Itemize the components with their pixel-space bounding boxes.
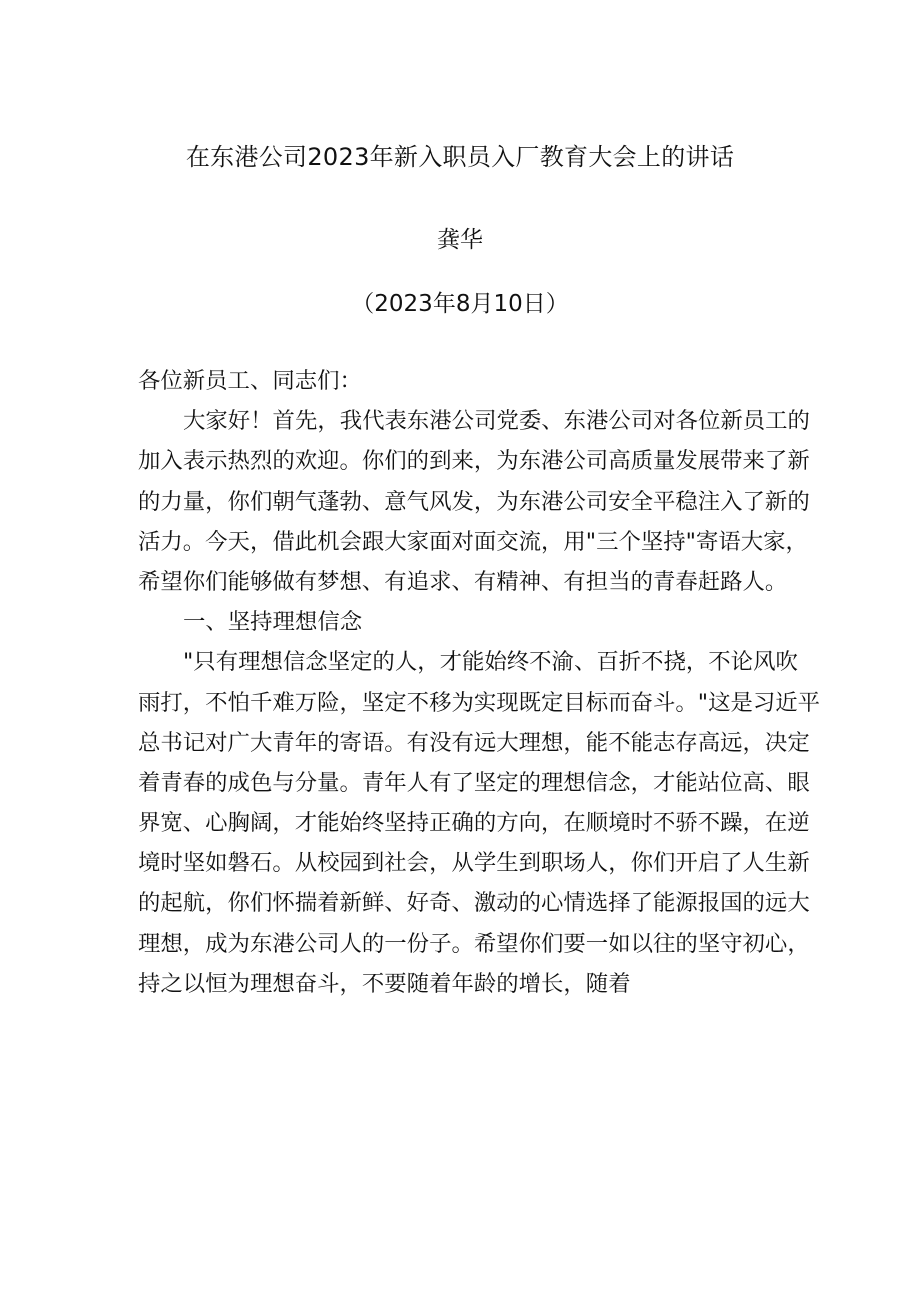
paragraph-line: 理想，成为东港公司人的一份子。希望你们要一如以往的坚守初心， <box>138 930 810 957</box>
paragraph-line: 活力。今天，借此机会跟大家面对面交流，用"三个坚持"寄语大家， <box>138 528 808 555</box>
paragraph-line: "只有理想信念坚定的人，才能始终不渝、百折不挠，不论风吹 <box>183 649 798 676</box>
paragraph-line: 雨打，不怕千难万险，坚定不移为实现既定目标而奋斗。"这是习近平 <box>138 689 821 716</box>
paragraph-line: 持之以恒为理想奋斗，不要随着年龄的增长，随着 <box>138 970 631 997</box>
paragraph-line: 大家好！首先，我代表东港公司党委、东港公司对各位新员工的 <box>183 408 810 435</box>
paragraph-line: 的力量，你们朝气蓬勃、意气风发，为东港公司安全平稳注入了新的 <box>138 488 810 515</box>
paragraph-line: 总书记对广大青年的寄语。有没有远大理想，能不能志存高远，决定 <box>138 729 810 756</box>
document-body <box>138 361 821 1004</box>
paragraph-line: 着青春的成色与分量。青年人有了坚定的理想信念，才能站位高、眼 <box>138 769 810 796</box>
paragraph-line: 希望你们能够做有梦想、有追求、有精神、有担当的青春赶路人。 <box>138 568 788 595</box>
speech-date: （2023年8月10日） <box>351 291 569 317</box>
paragraph-line: 加入表示热烈的欢迎。你们的到来，为东港公司高质量发展带来了新 <box>138 448 810 475</box>
author-name: 龚华 <box>437 227 483 253</box>
paragraph-line: 界宽、心胸阔，才能始终坚持正确的方向，在顺境时不骄不躁，在逆 <box>138 810 810 837</box>
salutation-line: 各位新员工、同志们： <box>138 368 362 394</box>
section-heading: 一、坚持理想信念 <box>183 609 363 636</box>
paragraph-line: 境时坚如磐石。从校园到社会，从学生到职场人，你们开启了人生新 <box>138 850 810 877</box>
paragraph-line: 的起航，你们怀揣着新鲜、好奇、激动的心情选择了能源报国的远大 <box>138 890 810 917</box>
document-title: 在东港公司2023年新入职员入厂教育大会上的讲话 <box>185 143 735 171</box>
